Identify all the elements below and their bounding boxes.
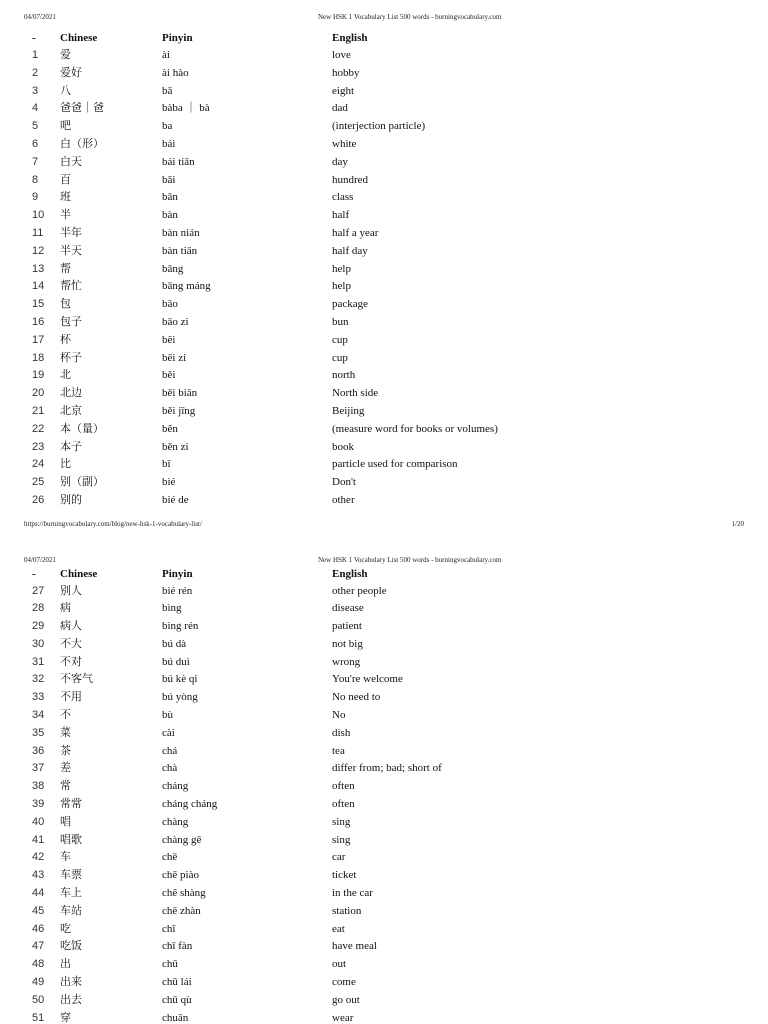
row-index: 24 [32,458,45,471]
english-meaning: half [332,209,350,222]
table-row [0,441,740,453]
english-meaning: tea [332,744,345,757]
row-index: 1 [32,49,39,61]
chinese-word: 八 [60,84,71,97]
row-index: 22 [32,422,45,435]
table-row [0,49,740,61]
pinyin: bú kè qi [162,673,198,686]
column-header-index: - [32,567,36,580]
row-index: 28 [32,602,45,615]
row-index: 43 [32,869,45,882]
chinese-word: 不大 [60,637,82,650]
chinese-word: 半天 [60,244,82,257]
table-row [0,1012,740,1024]
table-row [0,280,740,292]
pinyin: chū lái [162,976,192,989]
pinyin: bǐ [162,458,171,471]
chinese-word: 爸爸｜爸 [60,102,104,115]
pinyin: bāng [162,262,184,275]
print-date: 04/07/2021 [24,556,56,564]
table-row [0,316,740,328]
row-index: 4 [32,102,39,115]
table-row [0,174,740,186]
chinese-word: 包 [60,298,71,311]
row-index: 16 [32,315,45,328]
table-row [0,869,740,881]
english-meaning: No need to [332,691,381,704]
row-index: 9 [32,191,39,204]
table-row [0,798,740,810]
table-row [0,691,740,703]
chinese-word: 出来 [60,976,82,989]
pinyin: bēi zi [162,351,187,364]
print-footer [24,520,744,528]
pinyin: běn zi [162,440,189,453]
english-meaning: out [332,958,347,971]
chinese-word: 病 [60,602,71,615]
pinyin: bāo [162,298,178,311]
row-index: 37 [32,762,45,775]
pinyin: ài [162,49,170,61]
table-row [0,602,740,614]
column-header-pinyin: Pinyin [162,567,193,580]
chinese-word: 穿 [60,1011,71,1024]
english-meaning: love [332,49,351,61]
chinese-word: 车上 [60,887,82,900]
chinese-word: 比 [60,458,71,471]
english-meaning: sing [332,833,351,846]
pinyin: bā [162,84,173,97]
chinese-word: 爱 [60,49,71,61]
chinese-word: 吃饭 [60,940,82,953]
english-meaning: Beijing [332,404,365,417]
chinese-word: 常 [60,780,71,793]
row-index: 36 [32,744,45,757]
column-header-chinese: Chinese [60,567,98,580]
english-meaning: go out [332,993,360,1006]
row-index: 48 [32,958,45,971]
english-meaning: patient [332,620,362,633]
document-title: New HSK 1 Vocabulary List 500 words - burningvocabulary.com [318,13,502,21]
document-title: New HSK 1 Vocabulary List 500 words - burningvocabulary.com [318,556,502,564]
pinyin: běi jīng [162,404,196,417]
page-number: 1/20 [731,520,744,528]
table-row [0,638,740,650]
document-page-2 [0,548,768,1024]
row-index: 11 [32,226,44,239]
row-index: 50 [32,993,45,1006]
table-row [0,387,740,399]
pinyin: bái tiān [162,155,195,168]
row-index: 10 [32,209,45,222]
row-index: 39 [32,798,45,811]
english-meaning: have meal [332,940,377,953]
english-meaning: book [332,440,354,453]
pinyin: chū [162,958,178,971]
pinyin: chuān [162,1011,189,1024]
table-row [0,905,740,917]
chinese-word: 白（形） [60,137,104,150]
pinyin: bìng [162,602,182,615]
row-index: 40 [32,815,45,828]
row-index: 32 [32,673,45,686]
row-index: 44 [32,887,45,900]
english-meaning: often [332,798,355,811]
chinese-word: 出去 [60,993,82,1006]
english-meaning: north [332,369,356,382]
column-header-pinyin: Pinyin [162,32,193,44]
chinese-word: 车票 [60,869,82,882]
english-meaning: Don't [332,476,356,489]
table-row [0,423,740,435]
chinese-word: 别的 [60,493,82,506]
row-index: 2 [32,66,39,79]
pinyin: bái [162,137,176,150]
pinyin: bàba ｜ bà [162,102,210,115]
row-index: 51 [32,1011,45,1024]
table-row [0,816,740,828]
pinyin: bú yòng [162,691,198,704]
table-row [0,958,740,970]
row-index: 38 [32,780,45,793]
chinese-word: 本子 [60,440,82,453]
row-index: 45 [32,904,45,917]
chinese-word: 病人 [60,620,82,633]
row-index: 3 [32,84,39,97]
row-index: 27 [32,584,45,597]
english-meaning: wear [332,1011,354,1024]
chinese-word: 唱歌 [60,833,82,846]
english-meaning: differ from; bad; short of [332,762,442,775]
chinese-word: 本（量） [60,422,104,435]
english-meaning: cup [332,351,348,364]
english-meaning: other [332,493,355,506]
english-meaning: wrong [332,655,361,668]
row-index: 19 [32,369,45,382]
table-row [0,834,740,846]
english-meaning: hobby [332,66,360,79]
row-index: 31 [32,655,45,668]
chinese-word: 半 [60,209,71,222]
table-row [0,120,740,132]
row-index: 17 [32,333,45,346]
pinyin: bú dà [162,637,187,650]
pinyin: cháng [162,780,189,793]
row-index: 42 [32,851,45,864]
table-row [0,298,740,310]
pinyin: cháng cháng [162,798,218,811]
pinyin: ba [162,120,173,133]
english-meaning: disease [332,602,364,615]
vocabulary-table [0,32,760,506]
table-row [0,156,740,168]
pinyin: bié [162,476,176,489]
chinese-word: 北边 [60,387,82,400]
chinese-word: 吧 [60,120,71,133]
column-header-english: English [332,32,368,44]
chinese-word: 别（副） [60,476,104,489]
chinese-word: 不客气 [60,673,93,686]
chinese-word: 不 [60,709,71,722]
table-row [0,762,740,774]
chinese-word: 菜 [60,726,71,739]
row-index: 8 [32,173,39,186]
row-index: 15 [32,298,45,311]
pinyin: chē [162,851,178,864]
chinese-word: 常常 [60,798,82,811]
pinyin: ài hào [162,66,189,79]
pinyin: bàn nián [162,226,200,239]
chinese-word: 茶 [60,744,71,757]
english-meaning: station [332,904,362,917]
english-meaning: cup [332,333,348,346]
table-row [0,976,740,988]
column-header-english: English [332,567,368,580]
table-row [0,887,740,899]
table-row [0,191,740,203]
pinyin: bàn tiān [162,244,198,257]
pinyin: bān [162,191,178,204]
chinese-word: 百 [60,173,71,186]
pinyin: chū qù [162,993,192,1006]
chinese-word: 出 [60,958,71,971]
table-row [0,923,740,935]
english-meaning: come [332,976,356,989]
table-row [0,620,740,632]
row-index: 41 [32,833,45,846]
chinese-word: 杯 [60,333,71,346]
print-header [24,13,744,21]
table-row [0,352,740,364]
table-body [0,49,760,506]
pinyin: běn [162,422,178,435]
english-meaning: particle used for comparison [332,458,458,471]
english-meaning: North side [332,387,379,400]
table-row [0,476,740,488]
row-index: 47 [32,940,45,953]
table-row [0,994,740,1006]
chinese-word: 爱好 [60,66,82,79]
row-index: 26 [32,493,45,506]
table-row [0,851,740,863]
table-row [0,673,740,685]
print-header [24,556,744,564]
table-row [0,334,740,346]
chinese-word: 班 [60,191,71,204]
pinyin: chē piào [162,869,199,882]
chinese-word: 北 [60,369,71,382]
row-index: 34 [32,709,45,722]
table-row [0,263,740,275]
table-header-row [0,568,740,580]
chinese-word: 别人 [60,584,82,597]
english-meaning: half a year [332,226,379,239]
english-meaning: help [332,280,351,293]
row-index: 23 [32,440,45,453]
pinyin: chē shàng [162,887,206,900]
table-row [0,227,740,239]
column-header-index: - [32,32,36,44]
row-index: 46 [32,922,45,935]
table-row [0,745,740,757]
pinyin: bāo zi [162,315,189,328]
pinyin: chàng [162,815,189,828]
english-meaning: No [332,709,346,722]
chinese-word: 差 [60,762,71,775]
pinyin: cài [162,726,175,739]
chinese-word: 唱 [60,815,71,828]
english-meaning: sing [332,815,351,828]
row-index: 49 [32,976,45,989]
table-header-row [0,32,740,44]
table-row [0,494,740,506]
table-row [0,67,740,79]
chinese-word: 白天 [60,155,82,168]
english-meaning: package [332,298,369,311]
column-header-chinese: Chinese [60,32,98,44]
table-row [0,405,740,417]
english-meaning: not big [332,637,363,650]
table-row [0,138,740,150]
english-meaning: day [332,155,348,168]
chinese-word: 不对 [60,655,82,668]
pinyin: bù [162,709,173,722]
pinyin: chá [162,744,178,757]
pinyin: chē zhàn [162,904,201,917]
source-url: https://burningvocabulary.com/blog/new-hsk-1-vocabulary-list/ [24,520,202,528]
row-index: 5 [32,120,39,133]
chinese-word: 吃 [60,922,71,935]
pinyin: bǎi [162,173,176,186]
english-meaning: half day [332,244,368,257]
pinyin: bié rén [162,584,193,597]
english-meaning: bun [332,315,349,328]
chinese-word: 帮忙 [60,280,82,293]
pinyin: chàng gē [162,833,202,846]
row-index: 35 [32,726,45,739]
english-meaning: in the car [332,887,373,900]
pinyin: bú duì [162,655,190,668]
english-meaning: other people [332,584,387,597]
row-index: 33 [32,691,45,704]
row-index: 7 [32,155,39,168]
english-meaning: (measure word for books or volumes) [332,422,498,435]
row-index: 18 [32,351,45,364]
row-index: 6 [32,137,39,150]
table-row [0,940,740,952]
english-meaning: (interjection particle) [332,120,426,133]
row-index: 20 [32,387,45,400]
chinese-word: 不用 [60,691,82,704]
english-meaning: ticket [332,869,357,882]
table-body [0,585,760,1024]
english-meaning: eat [332,922,345,935]
table-row [0,245,740,257]
english-meaning: eight [332,84,354,97]
pinyin: běi biān [162,387,198,400]
table-row [0,458,740,470]
pinyin: chī [162,922,176,935]
pinyin: bāng máng [162,280,211,293]
table-row [0,209,740,221]
row-index: 12 [32,244,45,257]
row-index: 25 [32,476,45,489]
chinese-word: 车站 [60,904,82,917]
pinyin: chī fàn [162,940,193,953]
table-row [0,780,740,792]
chinese-word: 包子 [60,315,82,328]
table-row [0,656,740,668]
english-meaning: hundred [332,173,369,186]
pinyin: chà [162,762,178,775]
english-meaning: class [332,191,354,204]
row-index: 29 [32,620,45,633]
english-meaning: white [332,137,357,150]
english-meaning: dish [332,726,351,739]
chinese-word: 半年 [60,226,82,239]
row-index: 14 [32,280,45,293]
english-meaning: often [332,780,355,793]
pinyin: bìng rén [162,620,199,633]
pinyin: bié de [162,493,189,506]
table-row [0,369,740,381]
table-row [0,102,740,114]
chinese-word: 杯子 [60,351,82,364]
chinese-word: 北京 [60,404,82,417]
chinese-word: 车 [60,851,71,864]
english-meaning: You're welcome [332,673,403,686]
row-index: 13 [32,262,45,275]
table-row [0,709,740,721]
print-date: 04/07/2021 [24,13,56,21]
pinyin: bàn [162,209,178,222]
table-row [0,85,740,97]
english-meaning: dad [332,102,348,115]
english-meaning: car [332,851,346,864]
english-meaning: help [332,262,351,275]
pinyin: bēi [162,333,176,346]
row-index: 30 [32,637,45,650]
table-row [0,585,740,597]
pinyin: běi [162,369,176,382]
table-row [0,727,740,739]
vocabulary-table [0,568,760,1024]
row-index: 21 [32,404,45,417]
chinese-word: 帮 [60,262,71,275]
